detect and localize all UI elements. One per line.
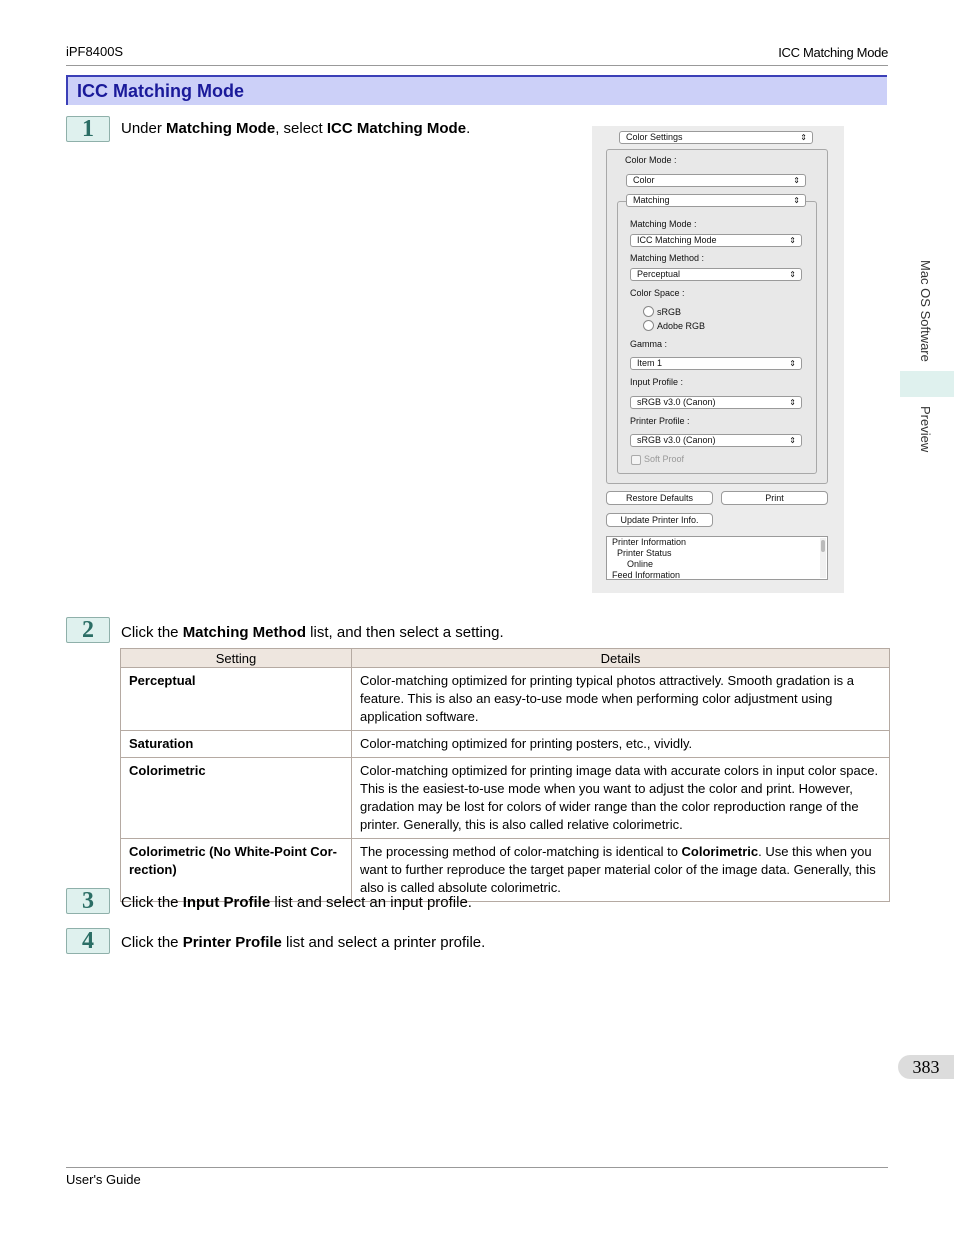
setting-cell: Perceptual <box>121 668 352 731</box>
info-line: Printer Information <box>612 537 687 547</box>
color-mode-select[interactable]: Color ⇕ <box>626 174 806 187</box>
soft-proof-label: Soft Proof <box>644 454 685 464</box>
step-4-text: Click the Printer Profile list and select a printer profile. <box>121 934 486 951</box>
srgb-radio-label: sRGB <box>657 307 682 317</box>
sidebar-active-tab <box>900 371 954 397</box>
info-line: Feed Information <box>612 570 681 580</box>
table-header-setting: Setting <box>121 649 352 668</box>
matching-method-label: Matching Method : <box>630 253 705 263</box>
step-1-text: Under Matching Mode, select ICC Matching Mode. <box>121 120 471 137</box>
dialog-screenshot <box>592 126 844 593</box>
table-row <box>121 731 890 758</box>
table-header-row <box>121 649 890 668</box>
matching-method-select[interactable]: Perceptual ⇕ <box>630 268 802 281</box>
details-cell: Color-matching optimized for printing typical photos attractively. Smooth gradation is a feature. This is also an easy-to-use mode when performing color adjustment using application software. <box>352 668 890 731</box>
footer-rule <box>66 1167 888 1168</box>
details-cell: Color-matching optimized for printing posters, etc., vividly. <box>352 731 890 758</box>
adobe-rgb-radio-label: Adobe RGB <box>657 321 706 331</box>
table-row <box>121 668 890 731</box>
gamma-select[interactable]: Item 1 ⇕ <box>630 357 802 370</box>
info-scrollbar[interactable] <box>820 538 826 578</box>
printer-profile-label: Printer Profile : <box>630 416 690 426</box>
soft-proof-checkbox[interactable] <box>631 455 641 465</box>
table-header-details: Details <box>352 649 890 668</box>
table-row <box>121 839 890 902</box>
update-printer-info-button[interactable]: Update Printer Info. <box>606 513 713 527</box>
details-cell: Color-matching optimized for printing image data with accurate colors in input color space. This is the easiest-to-use mode when you want to adjust the color and print. However, gradation may be lost for colors of wider range than the color reproduction range of the printer. Generally, this is also called relative colorimetric. <box>352 758 890 839</box>
printer-info-box[interactable] <box>606 536 828 580</box>
gamma-label: Gamma : <box>630 339 668 349</box>
color-space-label: Color Space : <box>630 288 685 298</box>
header-product: iPF8400S <box>66 44 124 59</box>
setting-cell: Colorimetric <box>121 758 352 839</box>
info-line: Printer Status <box>617 548 672 558</box>
section-title: ICC Matching Mode <box>77 81 244 101</box>
page-number: 383 <box>898 1055 954 1079</box>
color-settings-select[interactable]: Color Settings ⇕ <box>619 131 813 144</box>
input-profile-label: Input Profile : <box>630 377 684 387</box>
header-rule <box>66 65 888 66</box>
step-number-3: 3 <box>66 888 110 914</box>
step-number-2: 2 <box>66 617 110 643</box>
header-section: ICC Matching Mode <box>778 45 888 60</box>
adobe-rgb-radio[interactable] <box>643 320 654 331</box>
step-number-4: 4 <box>66 928 110 954</box>
sidebar-label-mac-os-software[interactable]: Mac OS Software <box>918 260 933 362</box>
matching-mode-label: Matching Mode : <box>630 219 697 229</box>
input-profile-select[interactable]: sRGB v3.0 (Canon) ⇕ <box>630 396 802 409</box>
color-mode-label: Color Mode : <box>625 155 677 165</box>
table-row <box>121 758 890 839</box>
matching-mode-select[interactable]: ICC Matching Mode ⇕ <box>630 234 802 247</box>
sidebar-label-preview[interactable]: Preview <box>918 406 933 453</box>
srgb-radio[interactable] <box>643 306 654 317</box>
step-3-text: Click the Input Profile list and select an input profile. <box>121 894 472 911</box>
setting-cell: Saturation <box>121 731 352 758</box>
info-line: Online <box>627 559 654 569</box>
setting-cell: Colorimetric (No White-Point Cor-rection) <box>121 839 352 902</box>
footer-text: User's Guide <box>66 1172 141 1187</box>
print-button[interactable]: Print <box>721 491 828 505</box>
step-number-1: 1 <box>66 116 110 142</box>
matching-tab-select[interactable]: Matching ⇕ <box>626 194 806 207</box>
restore-defaults-button[interactable]: Restore Defaults <box>606 491 713 505</box>
details-cell: The processing method of color-matching is identical to Colorimetric. Use this when you want to further reproduce the target paper material color of the image data. Generally, this also is called absolute colorimetric. <box>352 839 890 902</box>
section-title-bar <box>66 75 887 105</box>
step-2-text: Click the Matching Method list, and then select a setting. <box>121 624 504 641</box>
printer-profile-select[interactable]: sRGB v3.0 (Canon) ⇕ <box>630 434 802 447</box>
matching-method-table <box>120 648 890 902</box>
